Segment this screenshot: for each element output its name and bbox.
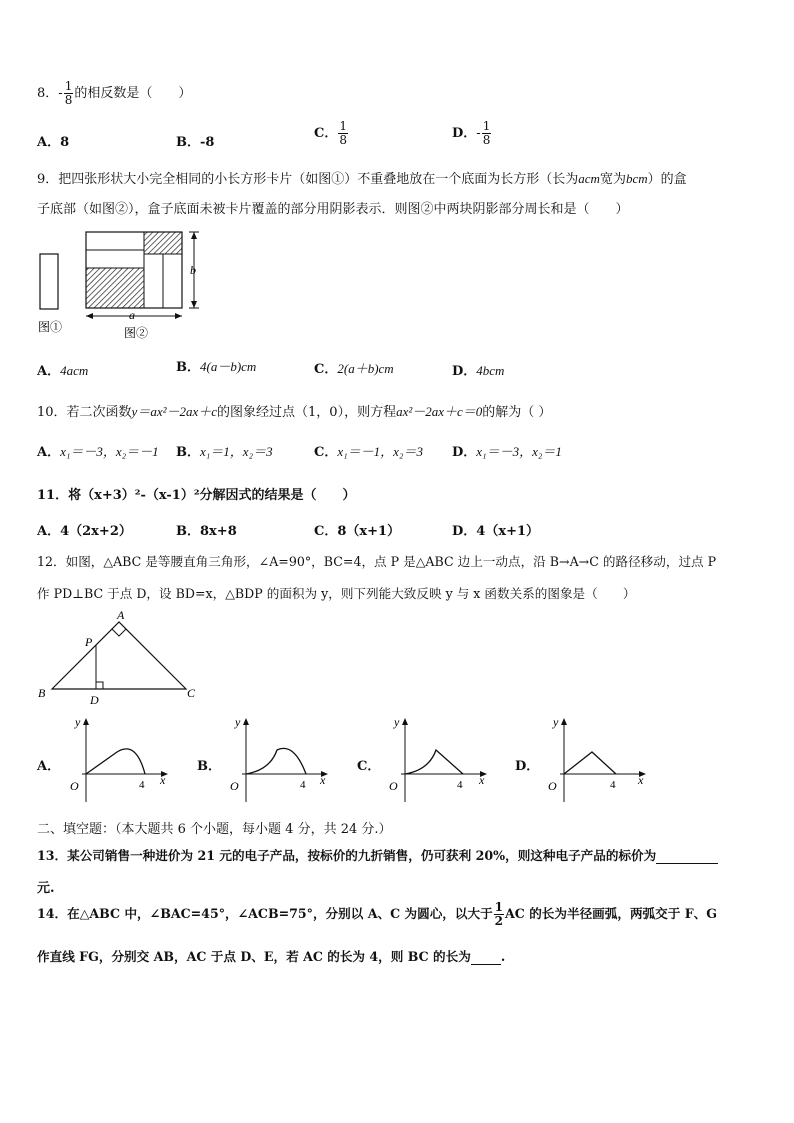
svg-text:y: y xyxy=(394,715,400,729)
svg-text:4: 4 xyxy=(610,779,616,791)
section-title: 二、填空题：（本大题共 6 个小题，每小题 4 分，共 24 分.） xyxy=(37,822,392,837)
q9-option-b[interactable]: B．4(a－b)cm xyxy=(176,359,257,375)
svg-text:y: y xyxy=(235,715,241,729)
q8-option-a[interactable]: A．8 xyxy=(37,135,70,150)
question-8: 8．- $\frac{1}{8}$ 的相反数是（ ） xyxy=(37,79,192,107)
q12-triangle-figure xyxy=(34,608,204,708)
q9-option-a[interactable]: A．4acm xyxy=(37,363,89,379)
svg-text:B: B xyxy=(38,686,46,700)
answer-blank[interactable] xyxy=(656,848,718,864)
svg-text:x: x xyxy=(638,773,644,787)
fig1-label: 图① xyxy=(38,320,63,334)
curve xyxy=(564,752,616,774)
q12-graph-a[interactable] xyxy=(62,712,172,806)
svg-text:P: P xyxy=(85,635,93,649)
q11-option-b[interactable]: B．8x+8 xyxy=(176,524,237,539)
question-number: 8． xyxy=(37,86,59,101)
question-11: 11．将（x+3）²-（x-1）²分解因式的结果是（ ） xyxy=(37,488,356,503)
q9-figures xyxy=(36,224,212,344)
svg-text:4: 4 xyxy=(457,779,463,791)
question-14-line-1: 14．在△ABC 中，∠BAC=45°，∠ACB=75°，分别以 A、C 为圆心，以大于 $\frac{1}{2}$ AC 的长为半径画弧，两弧交于 F、G xyxy=(37,900,718,928)
label-a: a xyxy=(129,308,135,322)
svg-text:D: D xyxy=(90,693,99,707)
svg-text:x: x xyxy=(320,773,326,787)
question-10: 10．若二次函数y＝ax²－2ax＋c的图象经过点（1，0），则方程ax²－2ax＋c＝0的解为（ ） xyxy=(37,404,552,420)
q8-option-d[interactable]: D．- $\frac{1}{8}$ xyxy=(452,119,491,147)
question-13-line-2: 元. xyxy=(37,881,55,896)
question-stem: 的相反数是（ ） xyxy=(74,86,192,101)
svg-text:4: 4 xyxy=(300,779,306,791)
q11-option-c[interactable]: C．8（x+1） xyxy=(314,524,401,539)
svg-text:C: C xyxy=(187,686,196,700)
q12-option-d-label[interactable]: D． xyxy=(515,759,540,774)
q10-option-d[interactable]: D．x₁＝－3，x₂＝1 xyxy=(452,444,562,460)
q9-option-c[interactable]: C．2(a＋b)cm xyxy=(314,361,394,377)
q12-graph-d[interactable] xyxy=(540,712,650,806)
svg-text:A: A xyxy=(117,608,125,622)
question-9-line-1: 9．把四张形状大小完全相同的小长方形卡片（如图①）不重叠地放在一个底面为长方形（长为acm宽为bcm）的盒 xyxy=(37,171,687,187)
question-9-line-2: 子底部（如图②），盒子底面未被卡片覆盖的部分用阴影表示．则图②中两块阴影部分周长和是（ ） xyxy=(37,202,629,217)
question-12-line-2: 作 PD⊥BC 于点 D，设 BD=x，△BDP 的面积为 y，则下列能大致反映 y 与 x 函数关系的图象是（ ） xyxy=(37,586,636,601)
curve xyxy=(246,748,306,774)
svg-text:O: O xyxy=(548,779,557,793)
question-13-line-1: 13．某公司销售一种进价为 21 元的电子产品，按标价的九折销售，仍可获利 20%，则这种电子产品的标价为 xyxy=(37,845,718,864)
triangle-abc xyxy=(52,622,186,689)
q12-option-c-label[interactable]: C． xyxy=(357,759,381,774)
svg-text:y: y xyxy=(553,715,559,729)
fraction: $\frac{1}{8}$ xyxy=(64,79,73,107)
label-b: b xyxy=(190,263,196,277)
q12-option-b-label[interactable]: B． xyxy=(197,759,221,774)
q12-graph-c[interactable] xyxy=(381,712,491,806)
svg-text:x: x xyxy=(160,773,166,787)
svg-text:x: x xyxy=(479,773,485,787)
answer-blank[interactable] xyxy=(471,949,501,965)
svg-text:O: O xyxy=(70,779,79,793)
svg-text:y: y xyxy=(75,715,81,729)
q10-option-b[interactable]: B．x₁＝1，x₂＝3 xyxy=(176,444,273,460)
svg-text:O: O xyxy=(389,779,398,793)
right-angle-mark-a xyxy=(112,629,126,636)
q10-option-c[interactable]: C．x₁＝－1，x₂＝3 xyxy=(314,444,423,460)
q11-option-d[interactable]: D．4（x+1） xyxy=(452,524,540,539)
curve xyxy=(86,749,145,774)
q8-option-c[interactable]: C． $\frac{1}{8}$ xyxy=(314,119,347,147)
q9-option-d[interactable]: D．4bcm xyxy=(452,363,505,379)
svg-text:O: O xyxy=(230,779,239,793)
small-rectangle-card xyxy=(40,254,58,309)
curve xyxy=(405,750,463,774)
right-angle-mark-d xyxy=(96,682,103,689)
q8-option-b[interactable]: B．-8 xyxy=(176,135,215,150)
fig2-label: 图② xyxy=(124,326,149,340)
q11-option-a[interactable]: A．4（2x+2） xyxy=(37,524,132,539)
question-12-line-1: 12．如图，△ABC 是等腰直角三角形，∠A=90°，BC=4，点 P 是△ABC 边上一动点，沿 B→A→C 的路径移动，过点 P xyxy=(37,554,717,569)
q12-graph-b[interactable] xyxy=(222,712,332,806)
q12-option-a-label[interactable]: A． xyxy=(37,759,61,774)
q10-option-a[interactable]: A．x₁＝－3，x₂＝－1 xyxy=(37,444,159,460)
question-14-line-2: 作直线 FG，分别交 AB，AC 于点 D、E，若 AC 的长为 4，则 BC 的长为 . xyxy=(37,949,506,964)
shaded-region-top-right xyxy=(144,232,182,254)
shaded-region-bottom-left xyxy=(86,268,144,308)
svg-text:4: 4 xyxy=(139,779,145,791)
